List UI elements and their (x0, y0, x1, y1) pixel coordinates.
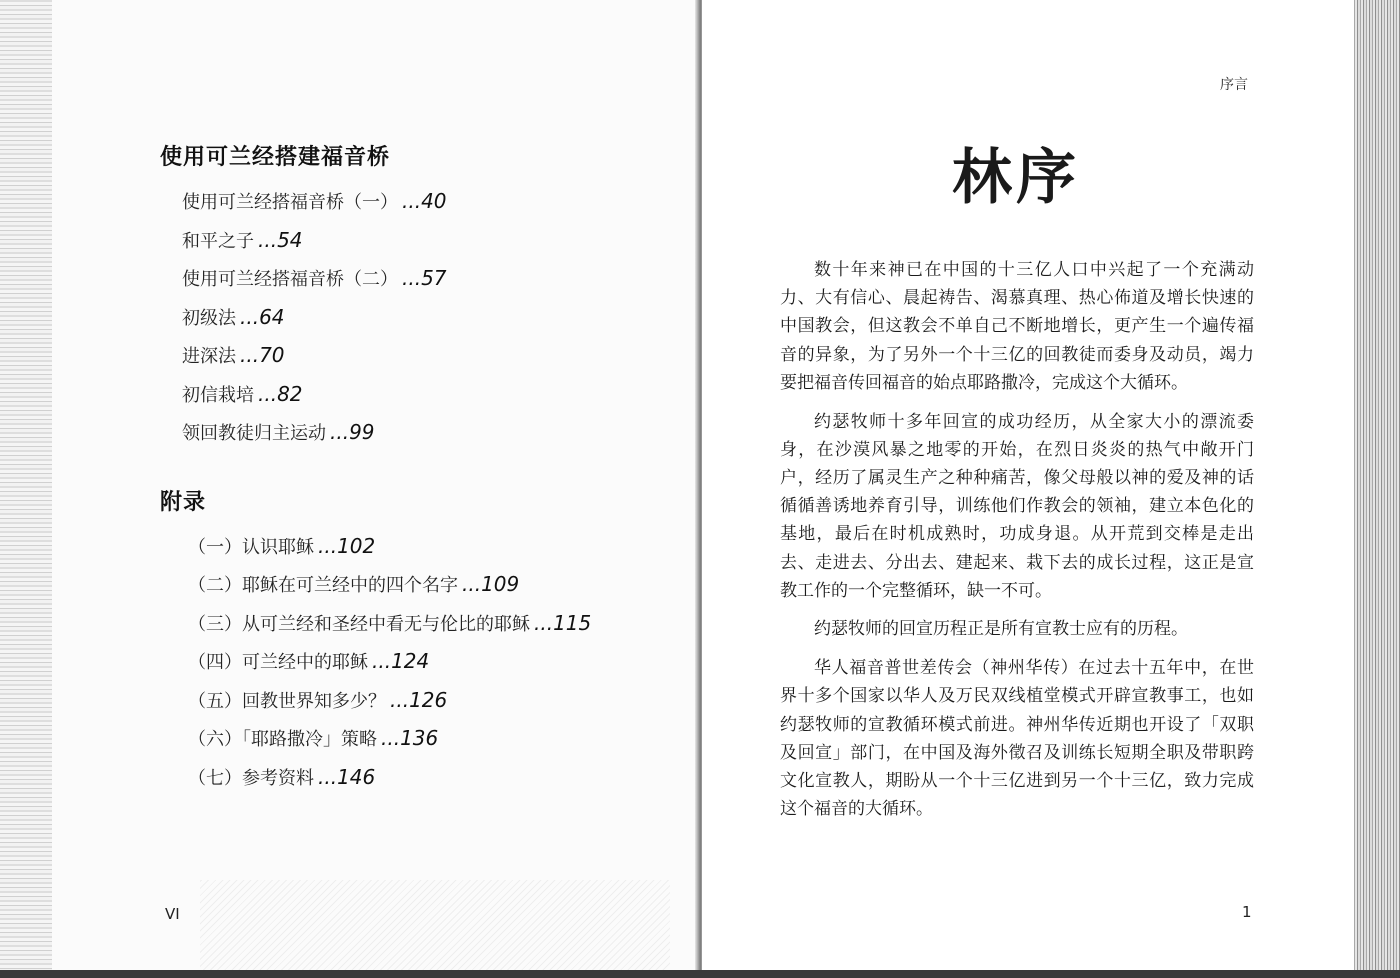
toc-page-number: ...57 (402, 266, 447, 290)
preface-body (780, 256, 1254, 834)
toc-item (188, 682, 660, 721)
page-number-left: VI (165, 905, 180, 923)
toc-page-number: ...136 (381, 726, 439, 750)
toc-section-bridge (160, 140, 660, 453)
scan-edge-left (0, 0, 52, 978)
section-title: 使用可兰经搭建福音桥 (160, 145, 391, 170)
toc-item-label: 使用可兰经搭福音桥（二） (182, 269, 398, 290)
body-paragraph: 约瑟牧师十多年回宣的成功经历，从全家大小的漂流委身，在沙漠风暴之地零的开始，在烈日炎炎的热气中敞开门户，经历了属灵生产之种种痛苦，像父母般以神的爱及神的话循循善诱地养育引导，训练他们作教会的领袖，建立本色化的基地，最后在时机成熟时，功成身退。从开荒到交棒是走出去、走进去、分出去、建起来、栽下去的成长过程，这正是宣教工作的一个完整循环，缺一不可。 (780, 411, 1254, 601)
toc-item (188, 528, 660, 567)
toc-page-number: ...124 (372, 649, 430, 673)
toc-page-number: ...102 (318, 533, 376, 558)
toc-list (160, 183, 660, 453)
toc-item (182, 183, 660, 222)
toc-page-number: ...146 (318, 764, 376, 789)
toc-item (188, 759, 660, 798)
toc-item-label: （三）从可兰经和圣经中看无与伦比的耶稣 (188, 613, 530, 635)
toc-item (182, 299, 660, 338)
toc-page-number: ...99 (330, 420, 375, 444)
body-paragraph: 约瑟牧师的回宣历程正是所有宣教士应有的历程。 (814, 619, 1188, 640)
body-paragraph: 数十年来神已在中国的十三亿人口中兴起了一个充满动力、大有信心、晨起祷告、渴慕真理、热心佈道及增长快速的中国教会，但这教会不单自己不断地增长，更产生一个遍传福音的异象，为了另外一个十三亿的回教徒而委身及动员，竭力要把福音传回福音的始点耶路撒冷，完成这个大循环。 (780, 260, 1254, 393)
toc-item (188, 643, 660, 682)
toc-page-number: ...109 (462, 572, 520, 596)
toc-item (182, 337, 660, 376)
toc-page-number: ...40 (402, 189, 447, 213)
scan-bottom-edge (0, 970, 1400, 978)
toc-item-label: 进深法 (182, 346, 236, 367)
toc-item-label: （四）可兰经中的耶稣 (188, 652, 368, 673)
body-paragraph: 华人福音普世差传会（神州华传）在过去十五年中，在世界十多个国家以华人及万民双线植堂模式开辟宣教事工，也如约瑟牧师的宣教循环模式前进。神州华传近期也开设了「双职及回宣」部门，在中国及海外徵召及训练长短期全职及带职跨文化宣教人，期盼从一个十三亿进到另一个十三亿，致力完成这个福音的大循环。 (780, 658, 1254, 820)
toc-list (160, 528, 660, 798)
toc-item (188, 720, 660, 759)
toc-item (188, 566, 660, 605)
scan-noise (200, 880, 670, 978)
toc-item (182, 376, 660, 415)
toc-item-label: （二）耶稣在可兰经中的四个名字 (188, 575, 458, 596)
toc-item (182, 222, 660, 261)
toc-page-number: ...126 (390, 687, 448, 712)
toc-item-label: 使用可兰经搭福音桥（一） (182, 192, 398, 213)
toc-page-number: ...115 (534, 610, 592, 635)
scan-edge-right (1354, 0, 1400, 978)
toc-item-label: 初级法 (182, 307, 236, 329)
toc-item (188, 605, 660, 644)
toc-page-number: ...54 (258, 227, 303, 252)
page-number-right: 1 (1242, 903, 1252, 921)
table-of-contents (160, 140, 660, 797)
toc-item-label: （五）回教世界知多少？ (188, 690, 386, 712)
toc-page-number: ...70 (240, 343, 285, 367)
preface-title: 林序 (952, 143, 1080, 213)
toc-page-number: ...82 (258, 381, 303, 406)
toc-item-label: （一）认识耶稣 (188, 536, 314, 558)
toc-item-label: 领回教徒归主运动 (182, 423, 326, 444)
toc-item-label: 初信栽培 (182, 384, 254, 406)
toc-section-appendix (160, 485, 660, 798)
section-title: 附录 (160, 489, 207, 515)
toc-page-number: ...64 (240, 304, 285, 329)
toc-item-label: 和平之子 (182, 230, 254, 252)
toc-item (182, 260, 660, 299)
running-head: 序言 (1220, 77, 1248, 93)
toc-item (182, 414, 660, 453)
toc-item-label: （七）参考资料 (188, 767, 314, 789)
toc-item-label: （六）「耶路撒冷」策略 (188, 729, 377, 750)
